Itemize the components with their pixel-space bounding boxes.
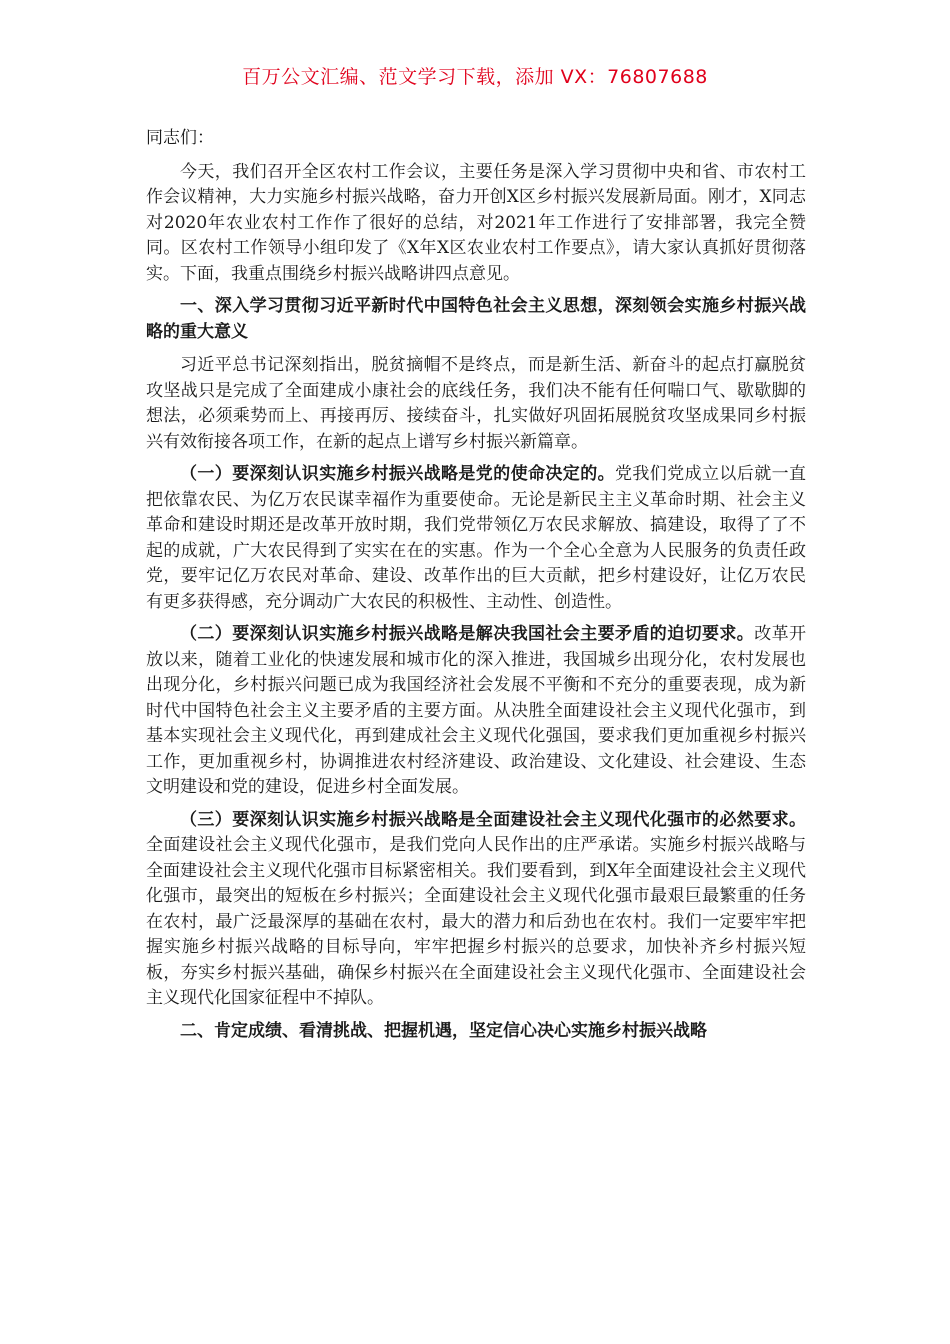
section-1-paragraph: 习近平总书记深刻指出，脱贫摘帽不是终点，而是新生活、新奋斗的起点打赢脱贫攻坚战只是完成了全面建成小康社会的底线任务，我们决不能有任何喘口气、歇歇脚的想法，必须乘势而上、再接再厉、接续奋斗，扎实做好巩固拓展脱贫攻坚成果同乡村振兴有效衔接各项工作，在新的起点上谱写乡村振兴新篇章。 (146, 355, 806, 452)
point-1-lead: （一）要深刻认识实施乡村振兴战略是党的使命决定的。 (180, 464, 615, 484)
section-1-heading: 一、深入学习贯彻习近平新时代中国特色社会主义思想，深刻领会实施乡村振兴战略的重大意义 (146, 296, 806, 342)
point-1-paragraph (146, 462, 806, 615)
point-3-paragraph (146, 808, 806, 1012)
point-3-lead: （三）要深刻认识实施乡村振兴战略是全面建设社会主义现代化强市的必然要求。 (180, 809, 806, 830)
point-2-text: 改革开放以来，随着工业化的快速发展和城市化的深入推进，我国城乡出现分化，农村发展也出现分化，乡村振兴问题已成为我国经济社会发展不平衡和不充分的重要表现，成为新时代中国特色社会主义主要矛盾的主要方面。从决胜全面建设社会主义现代化强市，到基本实现社会主义现代化，再到建成社会主义现代化强国，要求我们更加重视乡村振兴工作，更加重视乡村，协调推进农村经济建设、政治建设、文化建设、社会建设、生态文明建设和党的建设，促进乡村全面发展。 (146, 624, 807, 797)
document-body (146, 126, 806, 1052)
point-1-text: 党我们党成立以后就一直把依靠农民、为亿万农民谋幸福作为重要使命。无论是新民主主义革命时期、社会主义革命和建设时期还是改革开放时期，我们党带领亿万农民求解放、搞建设，取得了了不起的成就，广大农民得到了实实在在的实惠。作为一个全心全意为人民服务的负责任政党，要牢记亿万农民对革命、建设、改革作出的巨大贡献，把乡村建设好，让亿万农民有更多获得感，充分调动广大农民的积极性、主动性、创造性。 (146, 464, 806, 612)
point-2-lead: （二）要深刻认识实施乡村振兴战略是解决我国社会主要矛盾的迫切要求。 (180, 624, 755, 644)
header-banner: 百万公文汇编、范文学习下载，添加 VX：76807688 (242, 66, 708, 88)
section-2-heading: 二、肯定成绩、看清挑战、把握机遇，坚定信心决心实施乡村振兴战略 (180, 1020, 707, 1041)
intro-paragraph: 今天，我们召开全区农村工作会议，主要任务是深入学习贯彻中央和省、市农村工作会议精神，大力实施乡村振兴战略，奋力开创X区乡村振兴发展新局面。刚才，X同志对2020年农业农村工作作了很好的总结，对2021年工作进行了安排部署，我完全赞同。区农村工作领导小组印发了《X年X区农业农村工作要点》，请大家认真抓好贯彻落实。下面，我重点围绕乡村振兴战略讲四点意见。 (146, 161, 806, 284)
point-3-text: 全面建设社会主义现代化强市，是我们党向人民作出的庄严承诺。实施乡村振兴战略与全面建设社会主义现代化强市目标紧密相关。我们要看到，到X年全面建设社会主义现代化强市，最突出的短板在乡村振兴；全面建设社会主义现代化强市最艰巨最繁重的任务在农村，最广泛最深厚的基础在农村，最大的潜力和后劲也在农村。我们一定要牢牢把握实施乡村振兴战略的目标导向，牢牢把握乡村振兴的总要求，加快补齐乡村振兴短板，夯实乡村振兴基础，确保乡村振兴在全面建设社会主义现代化强市、全面建设社会主义现代化国家征程中不掉队。 (146, 835, 806, 1008)
salutation: 同志们： (146, 128, 214, 148)
point-2-paragraph (146, 622, 806, 801)
